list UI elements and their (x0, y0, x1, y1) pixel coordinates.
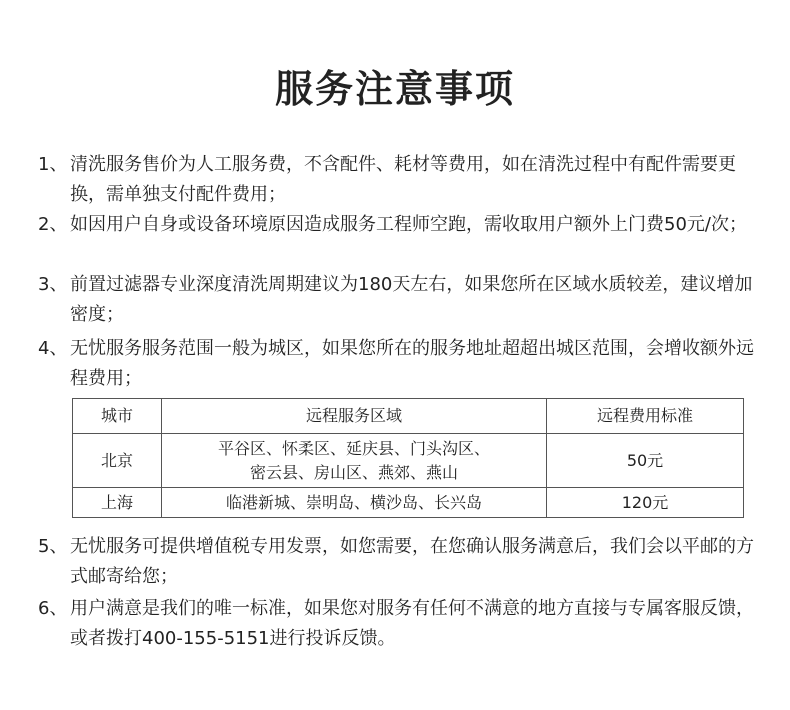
areas-line: 平谷区、怀柔区、延庆县、门头沟区、 (217, 438, 490, 458)
remote-fee-table (72, 398, 744, 518)
note-item-2 (38, 210, 758, 240)
note-number: 4、 (38, 338, 68, 359)
column-header-areas: 远程服务区域 (162, 399, 547, 434)
note-number: 6、 (38, 598, 68, 619)
note-number: 1、 (38, 154, 68, 175)
cell-fee: 50元 (547, 434, 744, 488)
note-text: 如因用户自身或设备环境原因造成服务工程师空跑，需收取用户额外上门费50元/次； (70, 214, 747, 235)
table-header-row (73, 399, 744, 434)
note-number: 2、 (38, 214, 68, 235)
cell-city: 上海 (73, 488, 162, 518)
note-text: 清洗服务售价为人工服务费，不含配件、耗材等费用，如在清洗过程中有配件需要更换，需单独支付配件费用； (70, 154, 736, 205)
column-header-city: 城市 (73, 399, 162, 434)
note-number: 3、 (38, 274, 68, 295)
areas-line: 临港新城、崇明岛、横沙岛、长兴岛 (225, 492, 482, 512)
note-item-3 (38, 270, 758, 330)
note-item-1 (38, 150, 758, 210)
areas-line: 密云县、房山区、燕郊、燕山 (249, 462, 458, 482)
note-number: 5、 (38, 536, 68, 557)
note-text: 无忧服务服务范围一般为城区，如果您所在的服务地址超超出城区范围，会增收额外远程费用； (70, 338, 754, 389)
column-header-fee: 远程费用标准 (547, 399, 744, 434)
note-item-6 (38, 594, 758, 654)
cell-areas (162, 488, 547, 518)
page-title: 服务注意事项 (274, 67, 515, 111)
note-text: 无忧服务可提供增值税专用发票，如您需要，在您确认服务满意后，我们会以平邮的方式邮寄给您； (70, 536, 754, 587)
note-item-5 (38, 532, 758, 592)
table-row (73, 488, 744, 518)
cell-areas (162, 434, 547, 488)
note-text: 前置过滤器专业深度清洗周期建议为180天左右，如果您所在区域水质较差，建议增加密度； (70, 274, 753, 325)
note-text: 用户满意是我们的唯一标准，如果您对服务有任何不满意的地方直接与专属客服反馈，或者拨打400-155-5151进行投诉反馈。 (70, 598, 754, 649)
table-row (73, 434, 744, 488)
cell-city: 北京 (73, 434, 162, 488)
note-item-4 (38, 334, 758, 394)
cell-fee: 120元 (547, 488, 744, 518)
